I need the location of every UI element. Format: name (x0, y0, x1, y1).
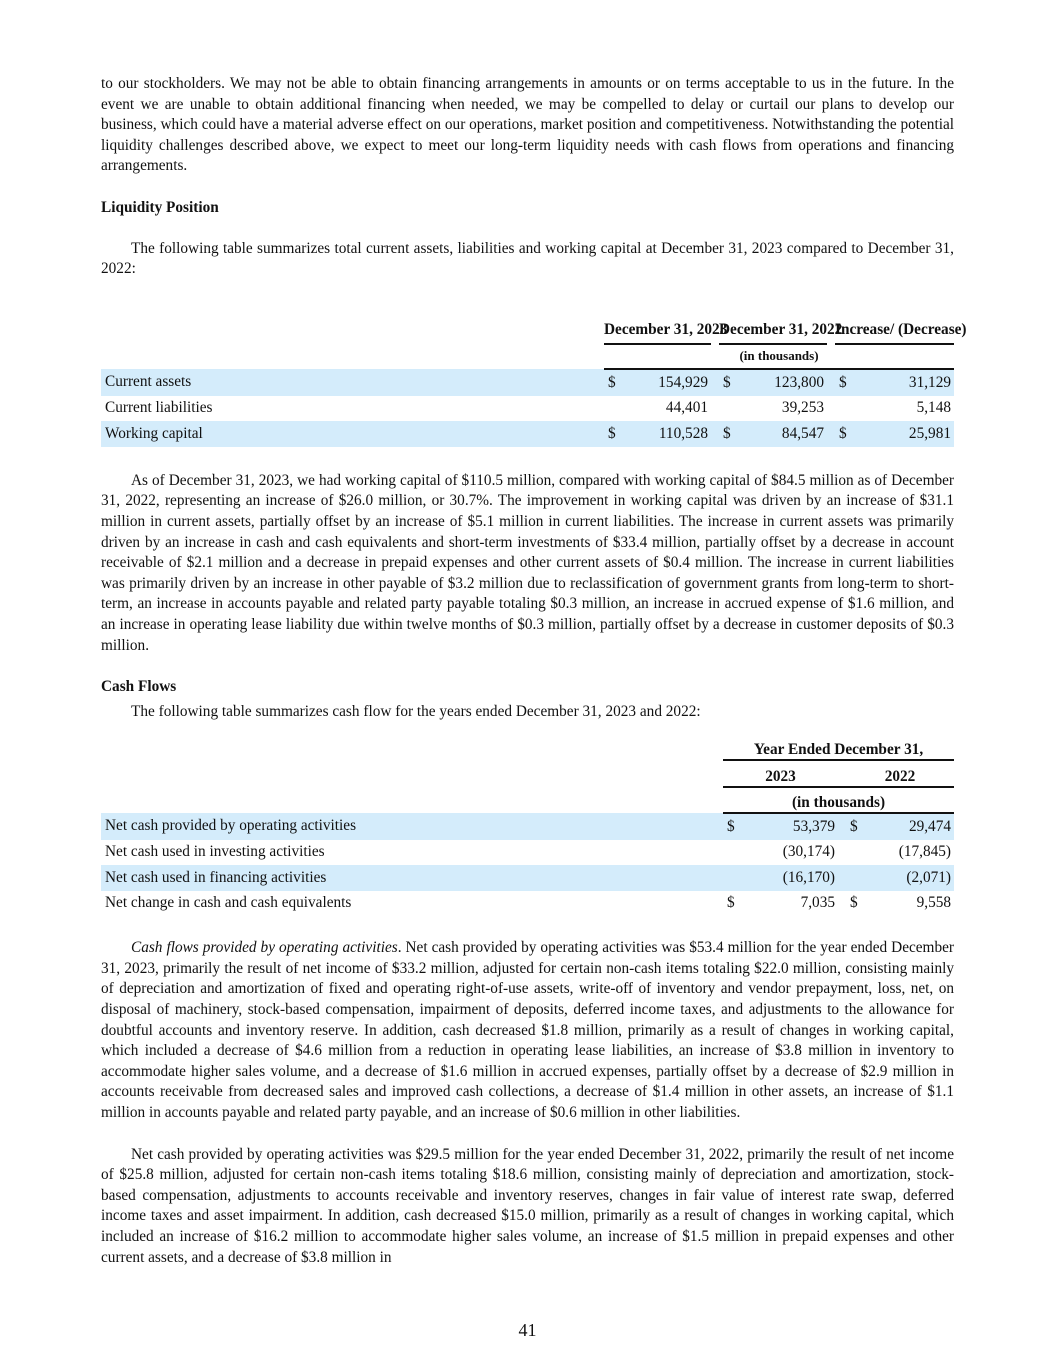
operating-activities-2022-paragraph: Net cash provided by operating activities was $29.5 million for the year ended December 31, 2022, primarily the result of net income of $25.8 million, adjusted for certain non-cash items totaling $18.6 million, consisting mainly of depreciation and amortization, stock-based compensation, adjustments to accounts receivable and inventory reserves, changes in fair value of interest rate swap, deferred income taxes and asset impairment. In addition, cash decreased $15.0 million, primarily as a result of changes in working capital, which included an increase of $16.2 million to accommodate higher sales volume, an increase of $1.5 million in prepaid expenses and other current assets, and a decrease of $3.8 million in (101, 1145, 954, 1266)
currency-symbol: $ (850, 894, 858, 912)
currency-symbol (846, 865, 868, 891)
value-change: 25,981 (857, 421, 954, 447)
group-header-year-ended: Year Ended December 31, (723, 734, 954, 760)
value-change: 5,148 (916, 399, 951, 417)
currency-symbol (835, 396, 857, 422)
currency-symbol (719, 396, 741, 422)
col-header-2022: 2022 (846, 760, 954, 788)
col-header-2023: 2023 (723, 760, 838, 788)
liquidity-heading: Liquidity Position (101, 198, 219, 216)
currency-symbol (723, 865, 745, 891)
value-2022: 29,474 (868, 813, 954, 840)
value-2022: 39,253 (781, 399, 824, 417)
row-label: Net cash provided by operating activities (101, 813, 723, 840)
table-row (101, 891, 954, 917)
currency-symbol: $ (719, 421, 741, 447)
row-label: Net cash used in investing activities (105, 843, 325, 861)
row-label: Net change in cash and cash equivalents (105, 894, 352, 912)
liquidity-intro: The following table summarizes total current assets, liabilities and working capital at December 31, 2023 compared to December 31, 2022: (101, 239, 954, 278)
value-2022: (2,071) (868, 865, 954, 891)
currency-symbol: $ (846, 813, 868, 840)
col-header-dec-2023: December 31, 2023 (604, 299, 711, 344)
currency-symbol: $ (604, 421, 626, 447)
document-page (101, 74, 967, 1268)
cash-flows-heading: Cash Flows (101, 678, 177, 696)
currency-symbol (846, 840, 868, 866)
currency-symbol: $ (835, 421, 857, 447)
value-2023: 7,035 (800, 894, 835, 912)
col-header-increase-decrease: Increase/ (Decrease) (835, 299, 954, 344)
page-number: 41 (518, 1320, 537, 1340)
operating-activities-subheading: Cash flows provided by operating activities (131, 939, 398, 957)
table-row (101, 813, 954, 840)
row-label: Working capital (101, 421, 604, 447)
value-change: 31,129 (857, 369, 954, 396)
currency-symbol: $ (604, 369, 626, 396)
currency-symbol: $ (835, 369, 857, 396)
col-header-dec-2022: December 31, 2022 (719, 299, 827, 344)
value-2022: 9,558 (916, 894, 952, 912)
liquidity-table (101, 299, 967, 447)
value-2022: 84,547 (741, 421, 827, 447)
currency-symbol: $ (727, 894, 735, 912)
working-capital-analysis: As of December 31, 2023, we had working capital of $110.5 million, compared with working capital of $84.5 million as of December 31, 2022, representing an increase of $26.0 million, or 30.7%. The improvement in working capital was driven by an increase of $31.1 million in current assets, partially offset by an increase of $5.1 million in current liabilities. The increase in current assets was primarily driven by an increase in cash and cash equivalents and short-term investments of $33.4 million, partially offset by a decrease in account receivable of $2.1 million and a decrease in prepaid expenses and other current assets of $0.4 million. The increase in current liabilities was primarily driven by an increase in other payable of $3.2 million due to reclassification of government grants from long-term to short-term, an increase in accounts payable and related party payable totaling $0.3 million, an increase in accrued expense of $1.6 million, and an increase in operating lease liability due within twelve months of $0.3 million, partially offset by a decrease in customer deposits of $0.3 million. (101, 471, 954, 654)
value-2023: (16,170) (745, 865, 838, 891)
table-row (101, 369, 954, 396)
table-row (101, 396, 954, 422)
table-row (101, 840, 954, 866)
currency-symbol: $ (723, 813, 745, 840)
table-row (101, 421, 954, 447)
value-2022: 123,800 (741, 369, 827, 396)
currency-symbol (604, 396, 626, 422)
currency-symbol (723, 840, 745, 866)
intro-paragraph: to our stockholders. We may not be able to obtain financing arrangements in amounts or on terms acceptable to us in the future. In the event we are unable to obtain additional financing when needed, we may be compelled to delay or curtail our plans to develop our business, which could have a material adverse effect on our operations, market position and competitiveness. Notwithstanding the potential liquidity challenges described above, we expect to meet our long-term liquidity needs with cash flows from operations and financing arrangements. (101, 75, 954, 175)
table-row (101, 865, 954, 891)
value-2023: 110,528 (626, 421, 711, 447)
operating-activities-2023-paragraph (101, 938, 954, 1123)
units-label: (in thousands) (723, 787, 954, 813)
value-2023: (30,174) (782, 843, 835, 861)
row-label: Current liabilities (105, 399, 213, 417)
value-2023: 53,379 (745, 813, 838, 840)
row-label: Net cash used in financing activities (101, 865, 723, 891)
row-label: Current assets (101, 369, 604, 396)
currency-symbol: $ (719, 369, 741, 396)
value-2023: 154,929 (626, 369, 711, 396)
cash-flows-intro: The following table summarizes cash flow for the years ended December 31, 2023 and 2022: (131, 702, 701, 720)
units-label: (in thousands) (604, 344, 954, 370)
value-2023: 44,401 (665, 399, 708, 417)
cash-flows-table (101, 734, 954, 916)
operating-activities-2023-body: . Net cash provided by operating activities was $53.4 million for the year ended December 31, 2023, primarily the result of net income of $33.2 million, adjusted for certain non-cash items totaling $22.0 million, consisting mainly of depreciation and amortization of fixed and operating right-of-use assets, write-off of inventory and vendor prepayment, loss, net, on disposal of machinery, stock-based compensation, impairment of deposits, deferred income taxes, and adjustments to the allowance for doubtful accounts and inventory reserve. In addition, cash decreased $1.8 million, primarily as a result of changes in working capital, which included a decrease of $4.6 million from a reduction in operating lease liabilities, an increase of $3.8 million in inventory to accommodate higher sales volume, and a decrease of $1.6 million in accrued expenses, partially offset by a decrease of $2.9 million in accounts receivable from decreased sales and improved cash collections, a decrease of $1.4 million in other assets, an increase of $1.1 million in accounts payable and related party payable, and an increase of $0.6 million in other liabilities. (101, 939, 954, 1122)
value-2022: (17,845) (898, 843, 952, 861)
